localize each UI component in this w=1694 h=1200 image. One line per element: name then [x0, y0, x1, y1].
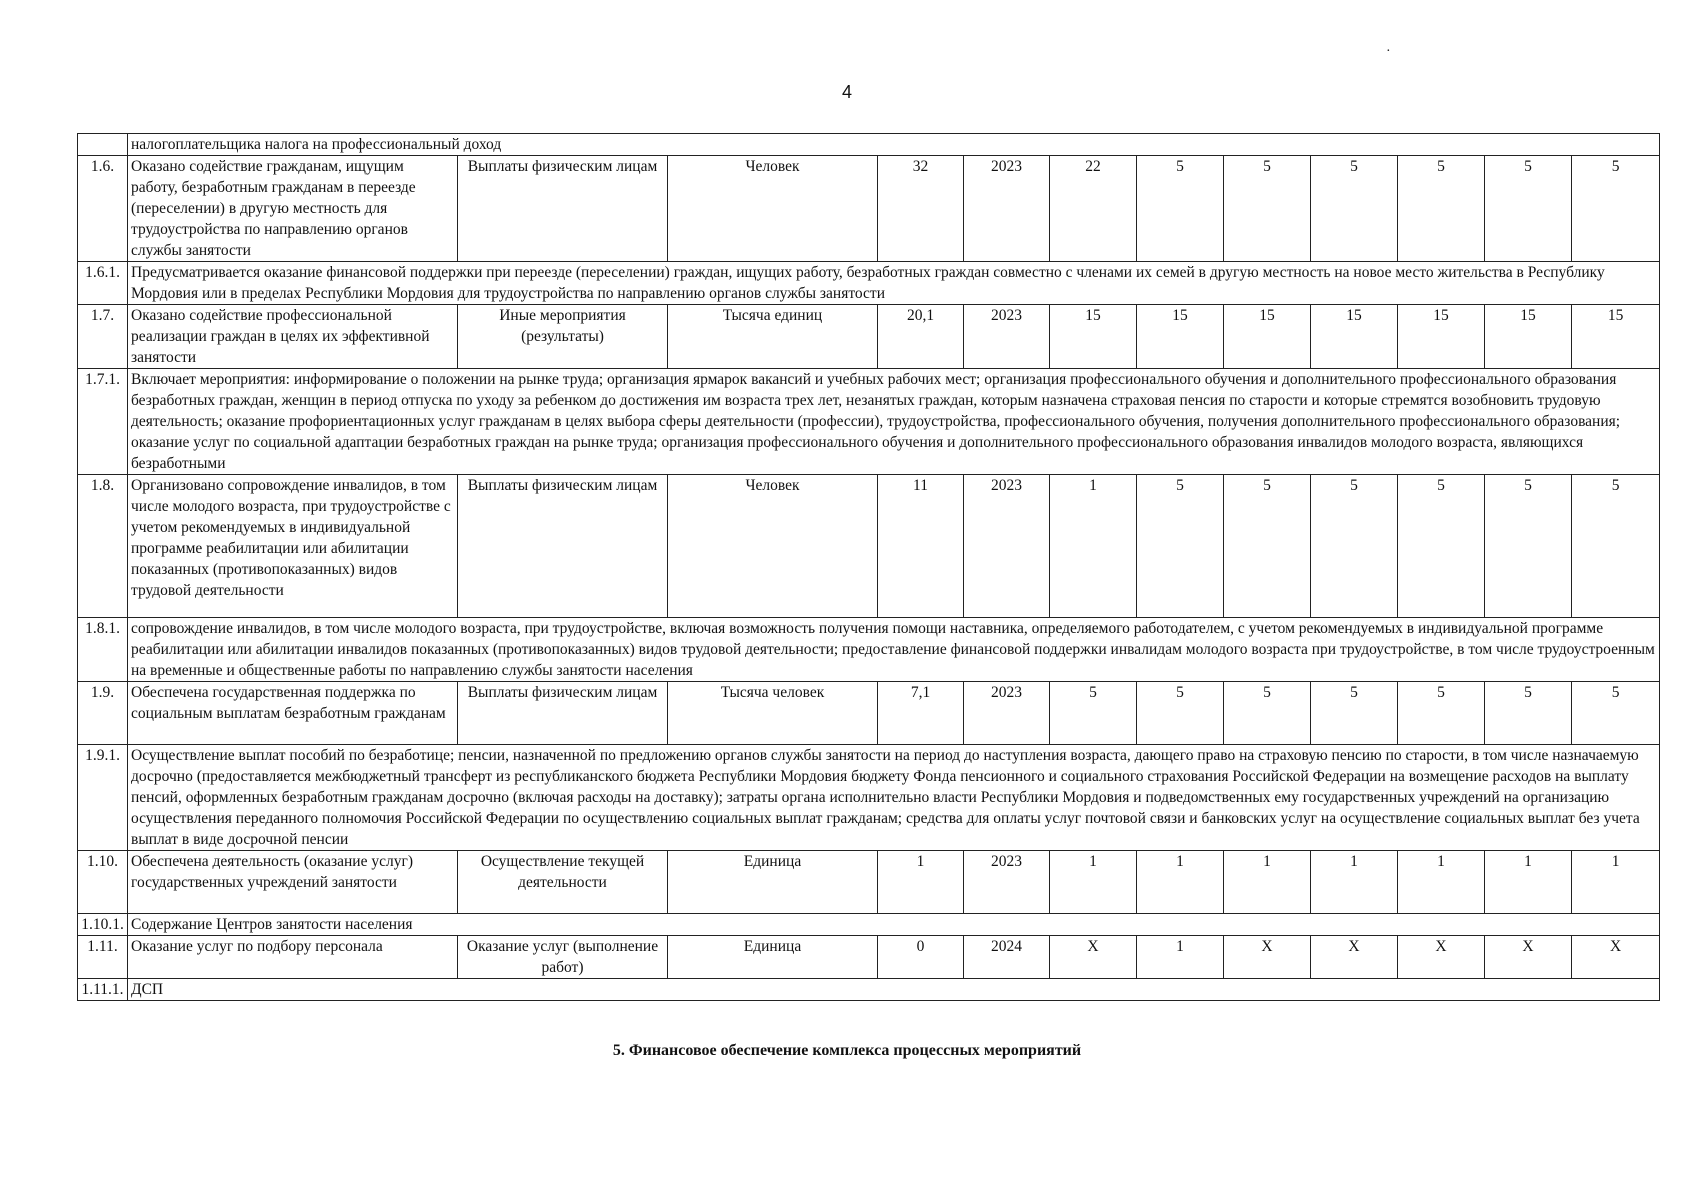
year-value: 15	[1311, 305, 1398, 369]
year-value: Х	[1224, 936, 1311, 979]
description-row	[78, 745, 1660, 851]
indicator-type: Выплаты физическим лицам	[458, 156, 668, 262]
year-value: 5	[1572, 475, 1660, 618]
base-year: 2023	[964, 156, 1050, 262]
base-value: 11	[878, 475, 964, 618]
description-text: Предусматривается оказание финансовой поддержки при переезде (переселении) граждан, ищущих работу, безработных граждан совместно с членами их семей в другую местность на новое место жительства в Республику Мордовия или в пределах Республики Мордовия для трудоустройства по направлению органов службы занятости	[128, 262, 1660, 305]
description-text: Осуществление выплат пособий по безработице; пенсии, назначенной по предложению органов службы занятости на период до наступления возраста, дающего право на страховую пенсию по старости, в том числе назначаемую досрочно (предоставляется межбюджетный трансферт из республиканского бюджета Республики Мордовия бюджету Фонда пенсионного и социального страхования Российской Федерации на возмещение расходов на выплату пенсий, оформленных безработным гражданам досрочно (включая расходы на доставку); затраты органа исполнительно власти Республики Мордовия и подведомственных ему государственных учреждений на организацию осуществления переданного полномочия Российской Федерации по осуществлению социальных выплат гражданам; средства для оплаты услуг почтовой связи и банковских услуг на осуществление социальных выплат без учета выплат в виде досрочной пенсии	[128, 745, 1660, 851]
year-value: 5	[1311, 156, 1398, 262]
year-value: Х	[1398, 936, 1485, 979]
base-year: 2023	[964, 851, 1050, 914]
indicator-name: Обеспечена государственная поддержка по социальным выплатам безработным гражданам	[128, 682, 458, 745]
year-value: 5	[1137, 475, 1224, 618]
year-value: 15	[1137, 305, 1224, 369]
year-value: 15	[1572, 305, 1660, 369]
indicator-type: Оказание услуг (выполнение работ)	[458, 936, 668, 979]
description-row	[78, 262, 1660, 305]
page-number: 4	[841, 82, 852, 102]
year-value: Х	[1311, 936, 1398, 979]
year-value: 5	[1224, 682, 1311, 745]
year-value: 1	[1137, 851, 1224, 914]
row-number: 1.11.	[78, 936, 128, 979]
description-number: 1.9.1.	[78, 745, 128, 851]
year-value: 5	[1485, 156, 1572, 262]
indicator-type: Осуществление текущей деятельности	[458, 851, 668, 914]
continuation-text: налогоплательщика налога на профессиональный доход	[128, 134, 1660, 156]
indicator-name: Обеспечена деятельность (оказание услуг) государственных учреждений занятости	[128, 851, 458, 914]
indicator-row	[78, 936, 1660, 979]
base-value: 7,1	[878, 682, 964, 745]
base-value: 1	[878, 851, 964, 914]
continuation-row	[78, 134, 1660, 156]
description-text: Содержание Центров занятости населения	[128, 914, 1660, 936]
year-value: 1	[1137, 936, 1224, 979]
base-year: 2023	[964, 475, 1050, 618]
year-value: 5	[1485, 475, 1572, 618]
indicator-name: Организовано сопровождение инвалидов, в том числе молодого возраста, при трудоустройстве с учетом рекомендуемых в индивидуальной программе реабилитации или абилитации показанных (противопоказанных) видов трудовой деятельности	[128, 475, 458, 618]
year-value: 5	[1572, 156, 1660, 262]
description-number: 1.7.1.	[78, 369, 128, 475]
indicator-name: Оказано содействие профессиональной реализации граждан в целях их эффективной занятости	[128, 305, 458, 369]
year-value: Х	[1485, 936, 1572, 979]
indicator-type: Выплаты физическим лицам	[458, 682, 668, 745]
base-year: 2023	[964, 682, 1050, 745]
row-number: 1.6.	[78, 156, 128, 262]
row-number: 1.10.	[78, 851, 128, 914]
description-row	[78, 618, 1660, 682]
base-year: 2024	[964, 936, 1050, 979]
unit-of-measure: Тысяча единиц	[668, 305, 878, 369]
year-value: 5	[1398, 156, 1485, 262]
year-value: 5	[1311, 475, 1398, 618]
year-value: 5	[1137, 682, 1224, 745]
year-value: 5	[1224, 156, 1311, 262]
description-row	[78, 369, 1660, 475]
base-year: 2023	[964, 305, 1050, 369]
year-value: Х	[1572, 936, 1660, 979]
base-value: 32	[878, 156, 964, 262]
unit-of-measure: Единица	[668, 851, 878, 914]
section-title: 5. Финансовое обеспечение комплекса процессных мероприятий	[612, 1042, 1082, 1059]
description-text: ДСП	[128, 979, 1660, 1001]
row-number: 1.7.	[78, 305, 128, 369]
top-mark: ·	[1386, 44, 1391, 59]
unit-of-measure: Единица	[668, 936, 878, 979]
year-value: 5	[1485, 682, 1572, 745]
description-number: 1.6.1.	[78, 262, 128, 305]
year-value: 1	[1485, 851, 1572, 914]
cell-empty	[78, 134, 128, 156]
indicators-table	[77, 133, 1660, 1001]
indicator-row	[78, 682, 1660, 745]
year-value: 5	[1572, 682, 1660, 745]
year-value: 15	[1485, 305, 1572, 369]
unit-of-measure: Человек	[668, 156, 878, 262]
indicator-row	[78, 475, 1660, 618]
year-value: 1	[1398, 851, 1485, 914]
base-value: 0	[878, 936, 964, 979]
description-number: 1.11.1.	[78, 979, 128, 1001]
year-value: 22	[1050, 156, 1137, 262]
indicator-row	[78, 851, 1660, 914]
year-value: 5	[1224, 475, 1311, 618]
description-row	[78, 979, 1660, 1001]
unit-of-measure: Тысяча человек	[668, 682, 878, 745]
unit-of-measure: Человек	[668, 475, 878, 618]
description-number: 1.10.1.	[78, 914, 128, 936]
indicator-row	[78, 305, 1660, 369]
year-value: 5	[1398, 475, 1485, 618]
year-value: 1	[1224, 851, 1311, 914]
year-value: 5	[1137, 156, 1224, 262]
year-value: 1	[1572, 851, 1660, 914]
year-value: 5	[1050, 682, 1137, 745]
description-number: 1.8.1.	[78, 618, 128, 682]
indicator-row	[78, 156, 1660, 262]
year-value: 1	[1050, 851, 1137, 914]
indicator-name: Оказано содействие гражданам, ищущим работу, безработным гражданам в переезде (переселении) в другую местность для трудоустройства по направлению органов службы занятости	[128, 156, 458, 262]
row-number: 1.8.	[78, 475, 128, 618]
base-value: 20,1	[878, 305, 964, 369]
year-value: 1	[1311, 851, 1398, 914]
year-value: 1	[1050, 475, 1137, 618]
year-value: Х	[1050, 936, 1137, 979]
year-value: 5	[1311, 682, 1398, 745]
indicator-type: Иные мероприятия (результаты)	[458, 305, 668, 369]
indicator-type: Выплаты физическим лицам	[458, 475, 668, 618]
description-text: сопровождение инвалидов, в том числе молодого возраста, при трудоустройстве, включая возможность получения помощи наставника, определяемого работодателем, с учетом рекомендуемых в индивидуальной программе реабилитации или абилитации инвалидов показанных (противопоказанных) видов трудовой деятельности; предоставление финансовой поддержки инвалидам молодого возраста при трудоустройстве, в том числе трудоустроенным на временные и общественные работы по направлению службы занятости населения	[128, 618, 1660, 682]
year-value: 15	[1398, 305, 1485, 369]
year-value: 15	[1050, 305, 1137, 369]
row-number: 1.9.	[78, 682, 128, 745]
indicator-name: Оказание услуг по подбору персонала	[128, 936, 458, 979]
description-text: Включает мероприятия: информирование о положении на рынке труда; организация ярмарок вакансий и учебных рабочих мест; организация профессионального обучения и дополнительного профессионального образования безработных граждан, женщин в период отпуска по уходу за ребенком до достижения им возраста трех лет, незанятых граждан, которым назначена страховая пенсия по старости и которые стремятся возобновить трудовую деятельность; оказание профориентационных услуг гражданам в целях выбора сферы деятельности (профессии), трудоустройства, профессионального обучения, получения дополнительного профессионального образования; оказание услуг по социальной адаптации безработных граждан на рынке труда; организация профессионального обучения и дополнительного профессионального образования инвалидов молодого возраста, являющихся безработными	[128, 369, 1660, 475]
description-row	[78, 914, 1660, 936]
year-value: 5	[1398, 682, 1485, 745]
year-value: 15	[1224, 305, 1311, 369]
